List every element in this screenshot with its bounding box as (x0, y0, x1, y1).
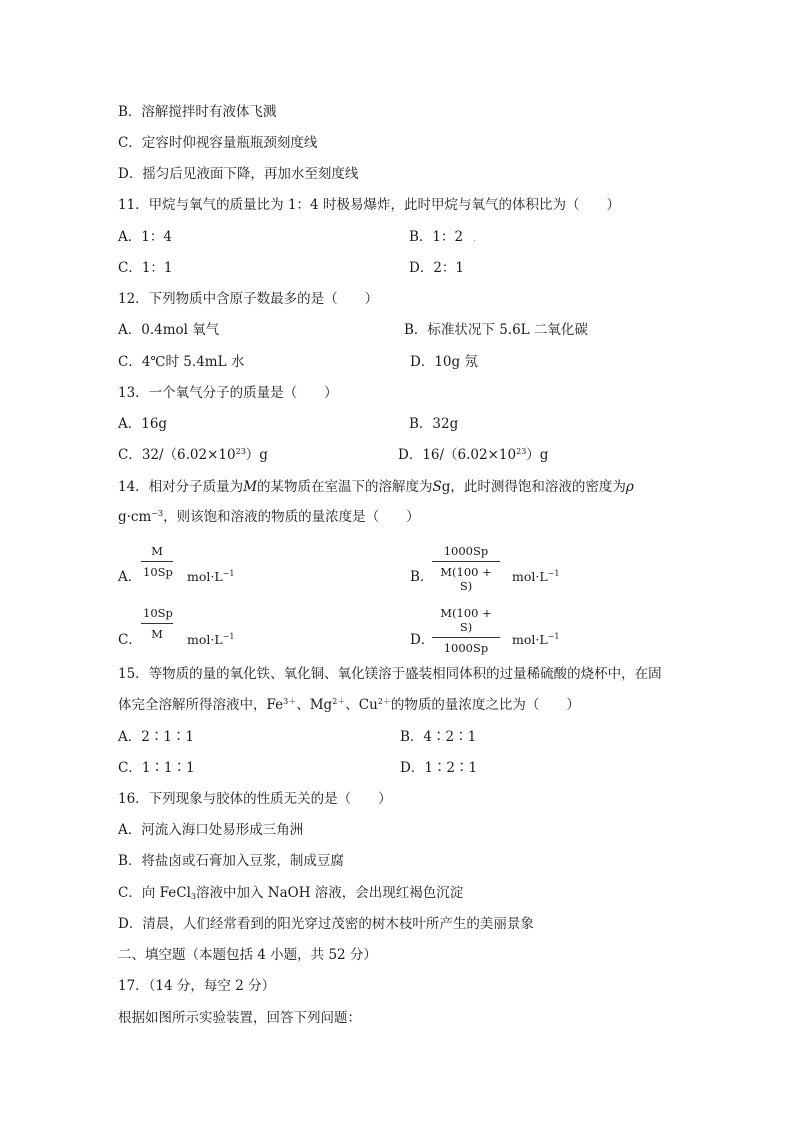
fraction-denominator: 1000Sp (443, 641, 489, 655)
q14-stem-line2: $g\cdot cm^{-3}$，则该饱和溶液的物质的量浓度是（ ） (118, 509, 420, 525)
q11-option-b: B．1：2 (409, 229, 464, 245)
q14-option-c-unit: $mol\cdot L^{-1}$ (187, 632, 235, 647)
q11-stem: 11．甲烷与氧气的质量比为 1：4 时极易爆炸，此时甲烷与氧气的体积比为（ ） (118, 197, 620, 213)
fraction-denominator: M(100 + S) (440, 565, 492, 593)
q11-option-d: D．2：1 (409, 260, 465, 276)
q14-stem: 14．相对分子质量为M的某物质在室温下的溶解度为Sg，此时测得饱和溶液的密度为ρ (118, 479, 634, 495)
fraction-numerator: 10Sp (141, 606, 173, 624)
q10-option-c: C．定容时仰视容量瓶瓶颈刻度线 (118, 135, 318, 151)
q12-option-b: B．标准状况下 5.6L 二氧化碳 (404, 322, 588, 338)
q14-option-c-label: C． (118, 632, 142, 648)
q14-option-a-label: A． (118, 569, 142, 585)
q15-option-a: A．2∶1∶1 (118, 729, 195, 745)
q15-option-c: C．1∶1∶1 (118, 760, 195, 776)
q16-option-a: A．河流入海口处易形成三角洲 (118, 822, 304, 838)
q15-option-d: D．1∶2∶1 (400, 760, 478, 776)
q16-option-c: C．向 FeCl$_3$溶液中加入 NaOH 溶液，会出现红褐色沉淀 (118, 885, 464, 901)
q11-option-c: C．1：1 (118, 260, 173, 276)
fraction-numerator: M(100 + S) (432, 606, 500, 638)
q17-text: 根据如图所示实验装置，回答下列问题： (118, 1010, 361, 1026)
q13-option-c: C．$32/(6.02\times 10^{23})g$ (118, 447, 268, 463)
q13-option-b: B．32g (409, 416, 459, 432)
q14-option-b-fraction (432, 544, 500, 593)
scan-speck (474, 240, 475, 241)
q13-stem: 13．一个氧气分子的质量是（ ） (118, 385, 338, 401)
q10-option-b: B．溶解搅拌时有液体飞溅 (118, 104, 277, 120)
q12-option-a: A．0.4mol 氧气 (118, 322, 220, 338)
section-heading: 二、填空题（本题包括 4 小题，共 52 分） (118, 947, 377, 963)
q14-option-b-label: B． (410, 569, 434, 585)
q15-option-b: B．4∶2∶1 (400, 729, 477, 745)
q14-option-c-fraction (141, 606, 173, 641)
q14-option-d-unit: $mol\cdot L^{-1}$ (512, 632, 560, 647)
q12-option-d: D．10g 氖 (410, 354, 478, 370)
q14-option-a-unit: $mol\cdot L^{-1}$ (187, 569, 235, 584)
q15-stem-line1: 15．等物质的量的氧化铁、氧化铜、氧化镁溶于盛装相同体积的过量稀硫酸的烧杯中，在固 (118, 666, 662, 682)
q13-option-d: D．$16/(6.02\times 10^{23})g$ (398, 447, 549, 463)
fraction-numerator: M (141, 544, 173, 562)
fraction-denominator: 10Sp (143, 565, 173, 579)
q16-stem: 16．下列现象与胶体的性质无关的是（ ） (118, 791, 392, 807)
q16-option-b: B．将盐卤或石膏加入豆浆，制成豆腐 (118, 853, 344, 869)
q12-option-c: C．4℃时 5.4mL 水 (118, 354, 245, 370)
q12-stem: 12．下列物质中含原子数最多的是（ ） (118, 291, 379, 307)
fraction-numerator: 1000Sp (432, 544, 500, 562)
q15-stem-line2: 体完全溶解所得溶液中，$Fe^{3+}$、$Mg^{2+}$、$Cu^{2+}$的物质的量浓度之比为（ ） (118, 697, 580, 713)
q11-option-a: A．1：4 (118, 229, 172, 245)
q17-heading: 17．（14 分，每空 2 分） (118, 978, 276, 994)
q14-option-b-unit: $mol\cdot L^{-1}$ (512, 569, 560, 584)
q14-option-d-fraction (432, 606, 500, 655)
q13-option-a: A．16g (118, 416, 168, 432)
q14-option-a-fraction (141, 544, 173, 579)
fraction-denominator: M (151, 627, 163, 641)
q10-option-d: D．摇匀后见液面下降，再加水至刻度线 (118, 166, 359, 182)
q14-option-d-label: D． (410, 632, 435, 648)
q16-option-d: D．清晨，人们经常看到的阳光穿过茂密的树木枝叶所产生的美丽景象 (118, 916, 534, 932)
